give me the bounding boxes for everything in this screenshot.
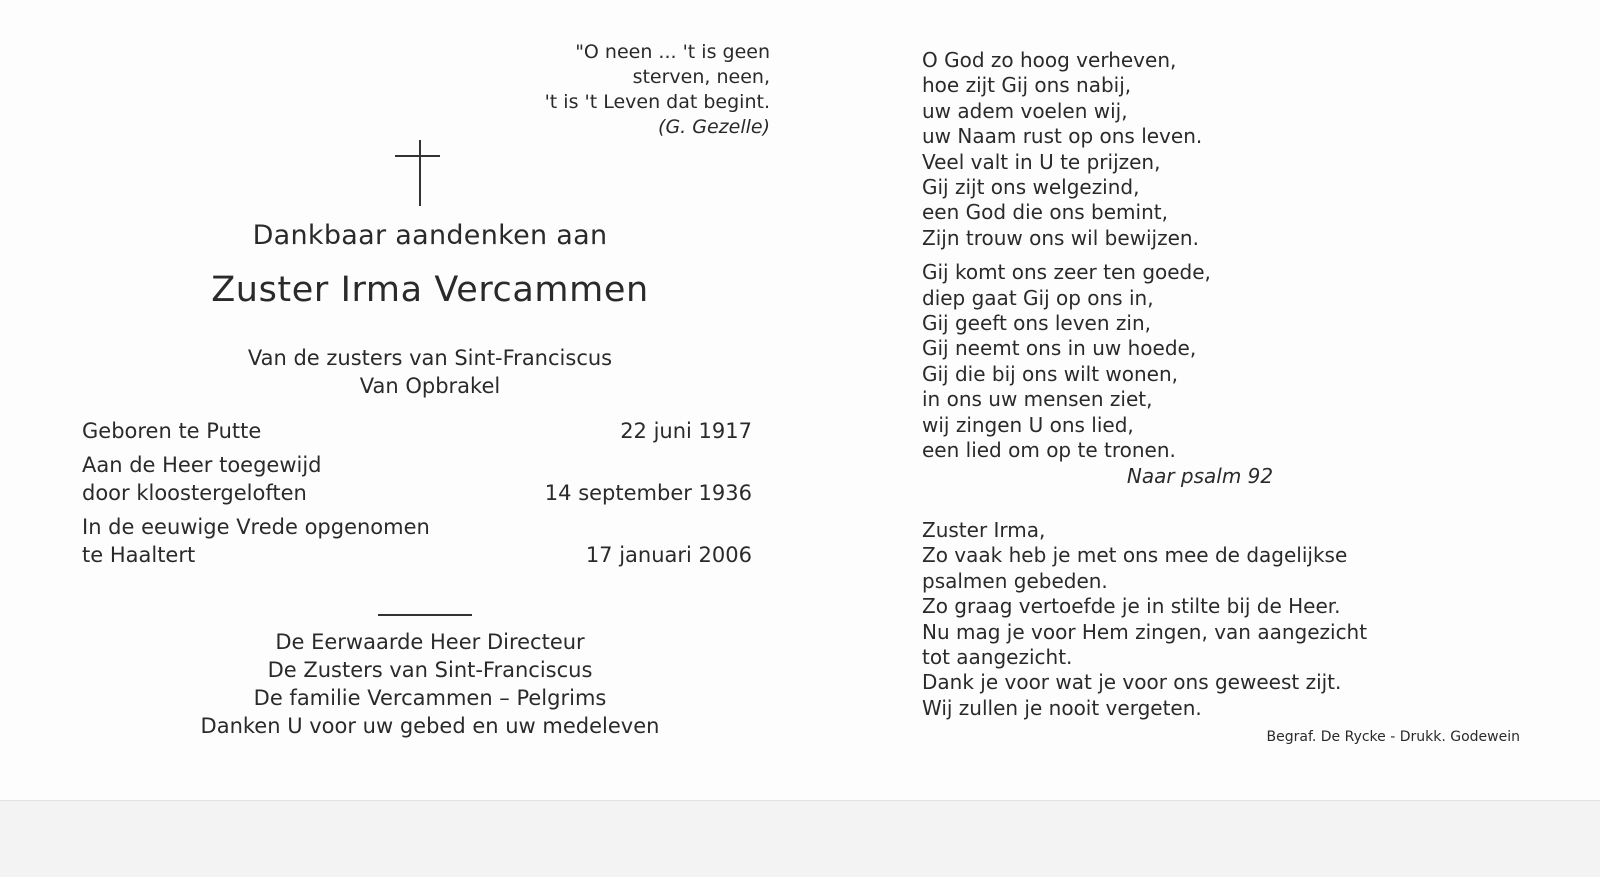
message-line: Nu mag je voor Hem zingen, van aangezicht (922, 619, 1368, 644)
card-edge (0, 800, 1600, 801)
date-label (82, 513, 430, 569)
divider (378, 614, 472, 616)
thanks-line: Danken U voor uw gebed en uw medeleven (200, 714, 660, 738)
poem-line: diep gaat Gij op ons in, (922, 285, 1154, 310)
quote-line: sterven, neen, (632, 66, 770, 88)
poem-line: wij zingen U ons lied, (922, 412, 1134, 437)
religious-order (180, 344, 680, 400)
poem-line: in ons uw mensen ziet, (922, 387, 1153, 412)
poem-line: Gij geeft ons leven zin, (922, 311, 1151, 336)
poem-line: Gij komt ons zeer ten goede, (922, 260, 1211, 285)
date-row-birth (82, 417, 752, 445)
poem-line: Gij zijt ons welgezind, (922, 175, 1140, 200)
date-label (82, 451, 322, 507)
message-line: Zo graag vertoefde je in stilte bij de Heer. (922, 594, 1341, 619)
date-value: 14 september 1936 (544, 481, 752, 505)
poem-line: Gij die bij ons wilt wonen, (922, 361, 1179, 386)
poem-line: Zijn trouw ons wil bewijzen. (922, 225, 1199, 250)
quote-author: (G. Gezelle) (658, 116, 770, 138)
date-label-line: te Haaltert (82, 543, 196, 567)
order-line: Van de zusters van Sint-Franciscus (247, 346, 613, 370)
poem-stanza (922, 48, 1442, 251)
farewell-message (922, 518, 1442, 721)
thanks-line: De familie Vercammen – Pelgrims (253, 686, 607, 710)
gezelle-quote (470, 40, 770, 140)
message-line: psalmen gebeden. (922, 568, 1108, 593)
message-line: Zo vaak heb je met ons mee de dagelijkse (922, 543, 1348, 568)
poem-line: uw Naam rust op ons leven. (922, 124, 1203, 149)
date-value: 22 juni 1917 (620, 419, 752, 443)
cross-icon (395, 140, 445, 206)
poem-line: hoe zijt Gij ons nabij, (922, 73, 1132, 98)
poem-line: O God zo hoog verheven, (922, 48, 1177, 72)
psalm-poem (922, 48, 1442, 464)
poem-line: een lied om op te tronen. (922, 438, 1176, 463)
quote-line: 't is 't Leven dat begint. (544, 91, 770, 113)
date-label-line: In de eeuwige Vrede opgenomen (82, 515, 430, 539)
date-row-death (82, 513, 752, 569)
message-line: tot aangezicht. (922, 645, 1073, 670)
life-dates (82, 417, 752, 569)
message-line: Wij zullen je nooit vergeten. (922, 695, 1202, 720)
date-row-vows (82, 451, 752, 507)
date-label-line: Geboren te Putte (82, 419, 262, 443)
quote-line: "O neen ... 't is geen (575, 41, 770, 63)
order-line: Van Opbrakel (359, 374, 501, 398)
poem-source: Naar psalm 92 (1126, 464, 1274, 488)
thanks-section (150, 628, 710, 740)
date-value: 17 januari 2006 (585, 543, 752, 567)
card-heading: Dankbaar aandenken aan (252, 220, 608, 251)
poem-line: Veel valt in U te prijzen, (922, 149, 1161, 174)
message-line: Zuster Irma, (922, 518, 1046, 542)
poem-line: uw adem voelen wij, (922, 98, 1128, 123)
thanks-line: De Zusters van Sint-Franciscus (267, 658, 593, 682)
message-line: Dank je voor wat je voor ons geweest zijt. (922, 670, 1342, 695)
deceased-name: Zuster Irma Vercammen (211, 270, 649, 310)
date-label (82, 417, 261, 445)
poem-line: een God die ons bemint, (922, 200, 1168, 225)
poem-line: Gij neemt ons in uw hoede, (922, 336, 1197, 361)
thanks-line: De Eerwaarde Heer Directeur (275, 630, 585, 654)
printer-credit: Begraf. De Rycke - Drukk. Godewein (1266, 729, 1520, 745)
date-label-line: Aan de Heer toegewijd (82, 453, 322, 477)
date-label-line: door kloostergeloften (82, 481, 307, 505)
poem-stanza (922, 260, 1442, 463)
